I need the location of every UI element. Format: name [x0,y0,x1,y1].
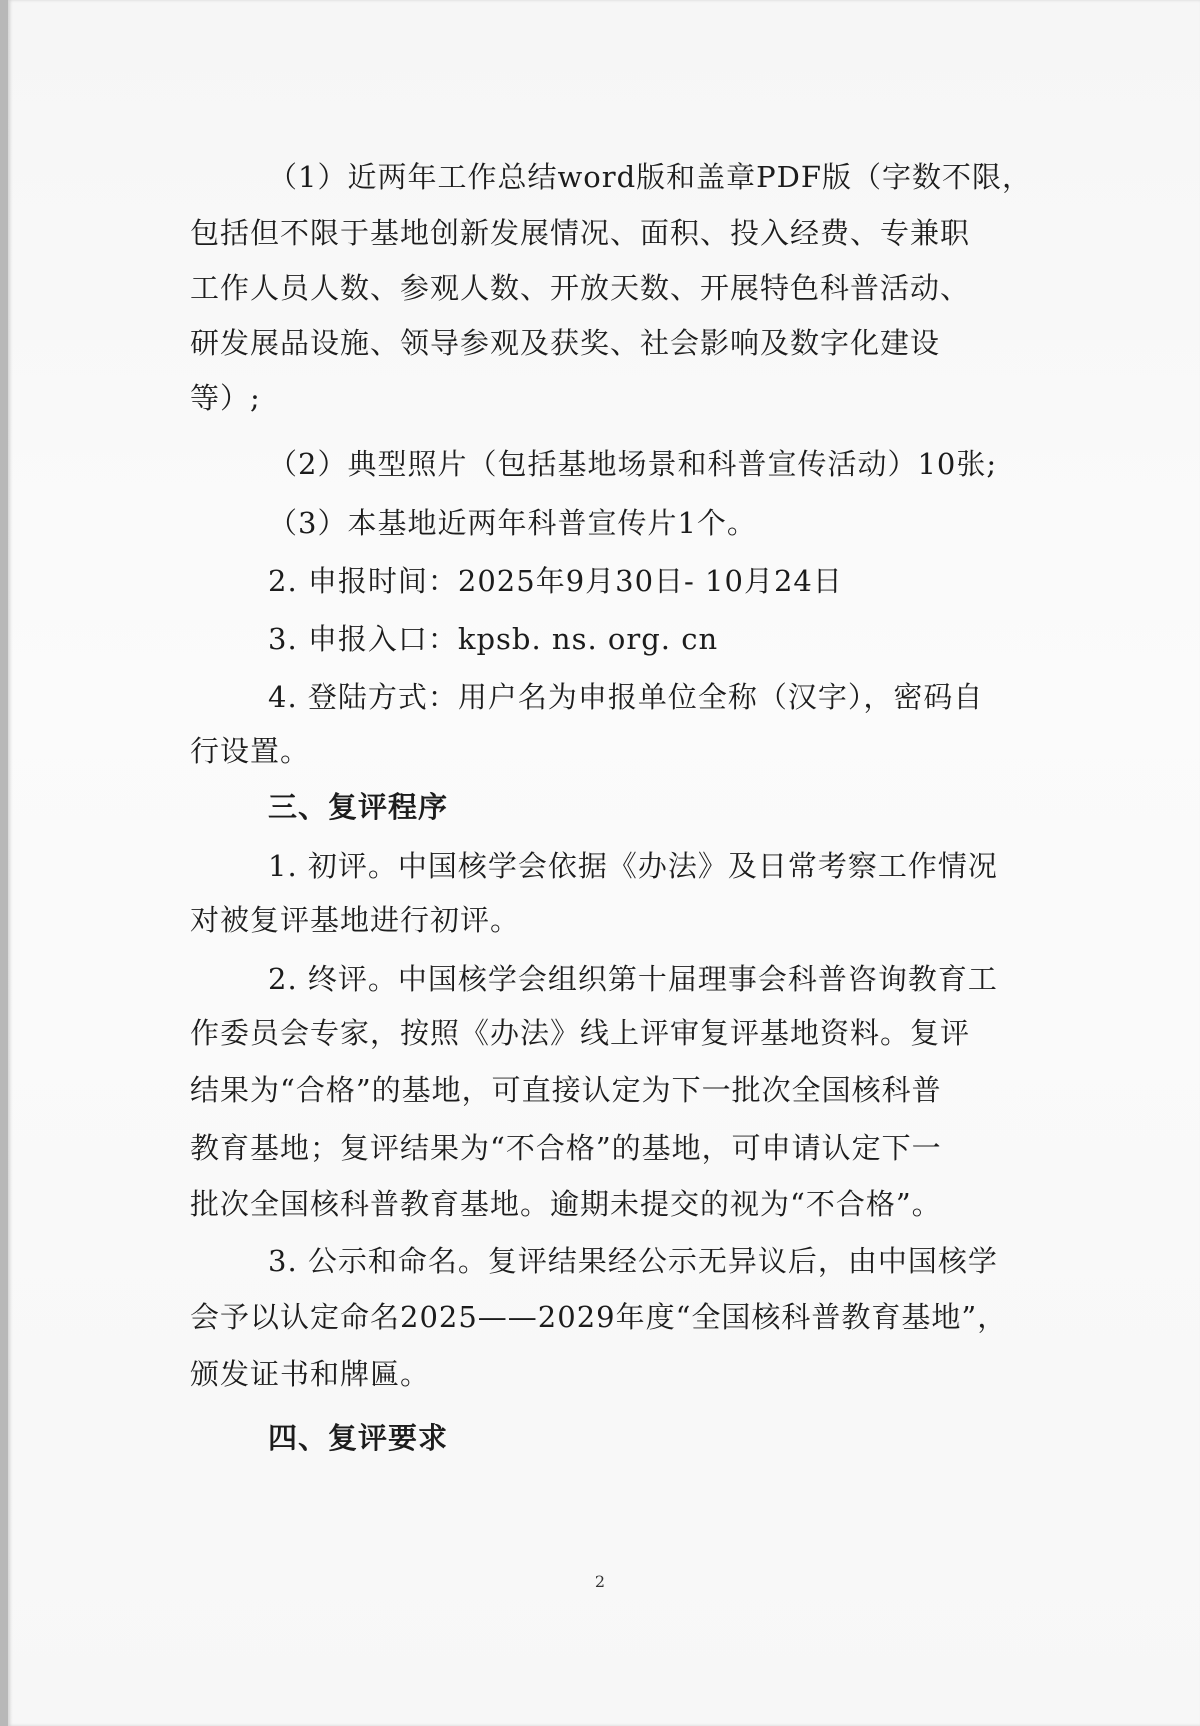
text-line: 对被复评基地进行初评。 [190,903,521,937]
text-line: 1. 初评。中国核学会依据《办法》及日常考察工作情况 [268,849,998,883]
text-line: （2）典型照片（包括基地场景和科普宣传活动）10张; [268,447,998,481]
text-line: 教育基地；复评结果为“不合格”的基地，可申请认定下一 [190,1131,942,1165]
text-line: 研发展品设施、领导参观及获奖、社会影响及数字化建设 [190,326,941,360]
text-line: 包括但不限于基地创新发展情况、面积、投入经费、专兼职 [190,216,971,250]
text-line: 3. 申报入口：kpsb. ns. org. cn [268,622,719,656]
text-line: 结果为“合格”的基地，可直接认定为下一批次全国核科普 [190,1073,942,1107]
text-line: 批次全国核科普教育基地。逾期未提交的视为“不合格”。 [190,1187,942,1221]
page-number: 2 [594,1572,606,1591]
text-line: 行设置。 [190,734,311,768]
text-line: 2. 终评。中国核学会组织第十届理事会科普咨询教育工 [268,962,998,996]
text-line: 工作人员人数、参观人数、开放天数、开展特色科普活动、 [190,271,971,305]
section-heading: 四、复评要求 [268,1421,449,1455]
text-line: 颁发证书和牌匾。 [190,1357,431,1391]
text-line: 2. 申报时间：2025年9月30日- 10月24日 [268,564,843,598]
scan-edge [0,0,8,1726]
text-line: （1）近两年工作总结word版和盖章PDF版（字数不限， [268,160,1033,194]
text-line: 会予以认定命名2025——2029年度“全国核科普教育基地”， [190,1300,1008,1334]
text-line: 3. 公示和命名。复评结果经公示无异议后，由中国核学 [268,1244,998,1278]
text-line: 等）; [190,381,261,415]
text-line: 4. 登陆方式：用户名为申报单位全称（汉字），密码自 [268,680,984,714]
text-line: 作委员会专家，按照《办法》线上评审复评基地资料。复评 [190,1016,971,1050]
section-heading: 三、复评程序 [268,790,449,824]
text-line: （3）本基地近两年科普宣传片1个。 [268,506,757,540]
